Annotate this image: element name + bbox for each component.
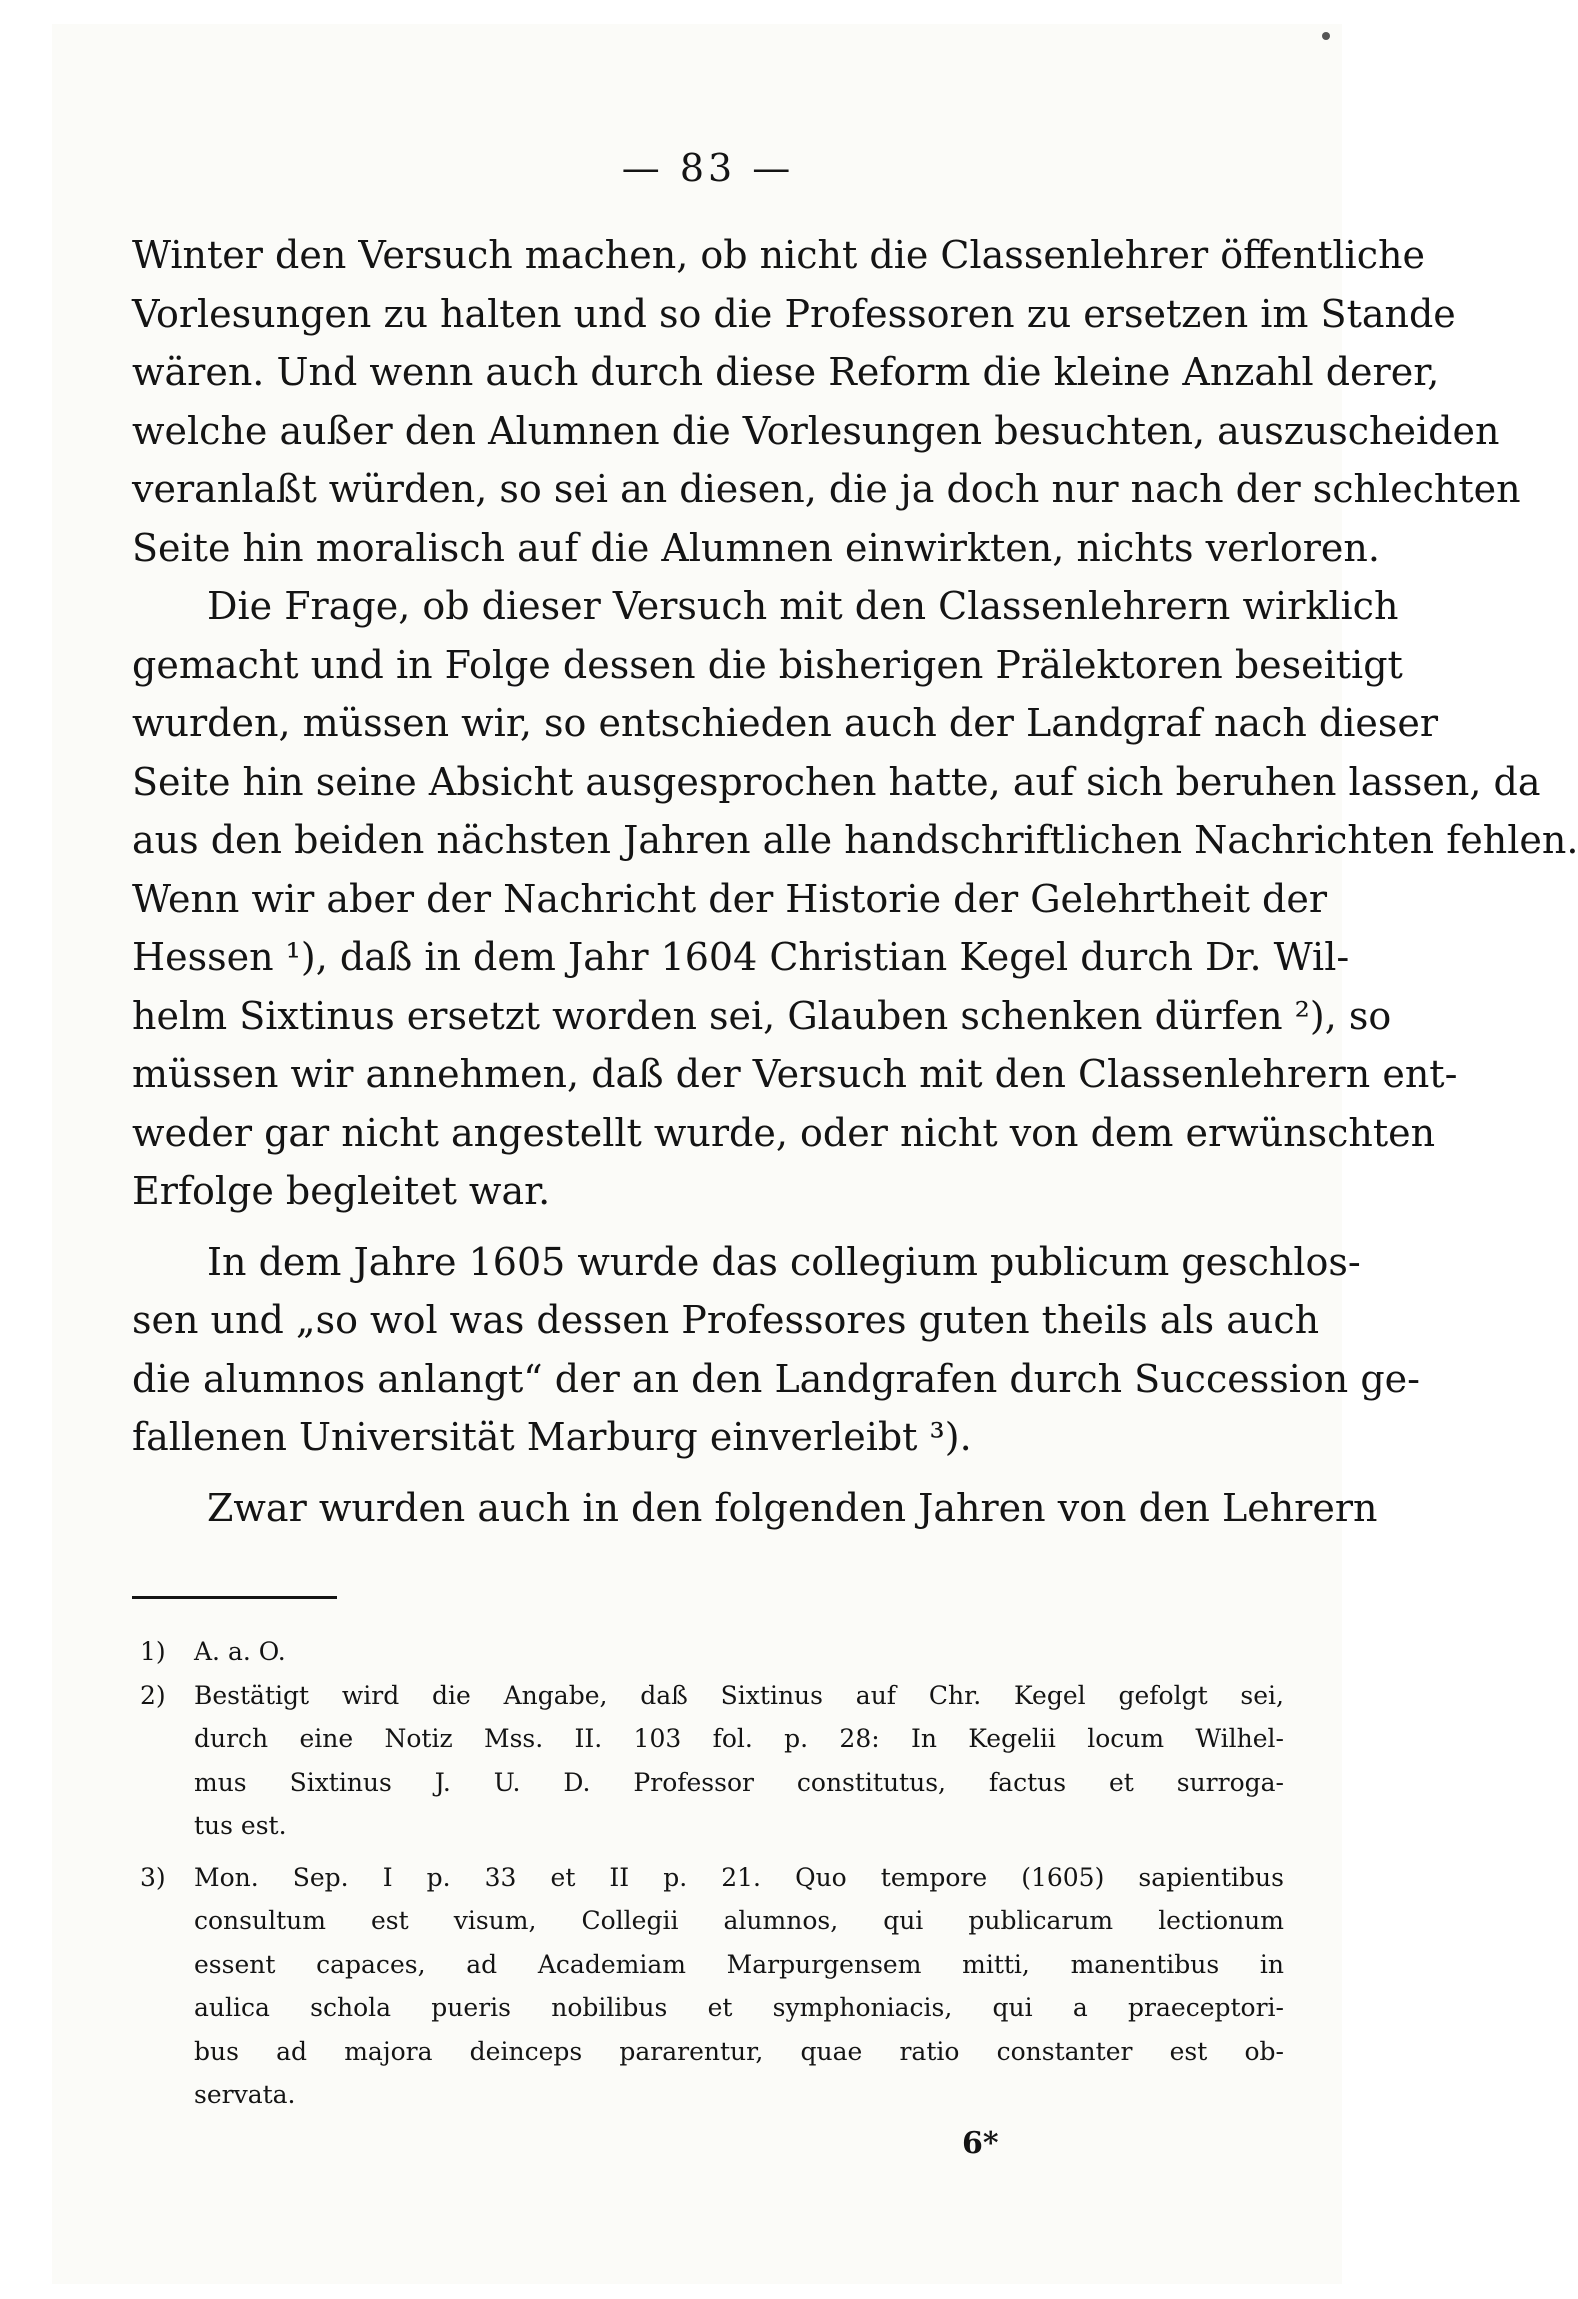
footnotes: [132, 1630, 1284, 2117]
body-line: welche außer den Alumnen die Vorlesungen besuchten, auszuscheiden: [132, 408, 1500, 453]
footnote-text: Bestätigt wird die Angabe, daß Sixtinus auf Chr. Kegel gefolgt sei,: [194, 1680, 1284, 1710]
body-line: veranlaßt würden, so sei an diesen, die ja doch nur nach der schlechten: [132, 467, 1521, 511]
signature-mark: 6*: [962, 2126, 999, 2161]
body-line: Erfolge begleitet war.: [132, 1169, 551, 1213]
body-line: Winter den Versuch machen, ob nicht die Classenlehrer öffentliche: [132, 233, 1425, 277]
footnote-line: tus est.: [194, 1811, 287, 1840]
book-page: [52, 24, 1578, 2284]
body-line: Seite hin moralisch auf die Alumnen einwirkten, nichts verloren.: [132, 525, 1380, 570]
footnote-text: Mon. Sep. I p. 33 et II p. 21. Quo tempore (1605) sapientibus: [194, 1862, 1284, 1892]
footnote-marker: 3): [140, 1862, 166, 1892]
body-text: [132, 226, 1578, 1537]
body-line: wurden, müssen wir, so entschieden auch der Landgraf nach dieser: [132, 701, 1439, 745]
body-line: weder gar nicht angestellt wurde, oder nicht von dem erwünschten: [132, 1110, 1436, 1155]
body-line: Vorlesungen zu halten und so die Professoren zu ersetzen im Stande: [132, 291, 1456, 336]
footnote-line: essent capaces, ad Academiam Marpurgensem mitti, manentibus in: [194, 1949, 1284, 1979]
body-line: helm Sixtinus ersetzt worden sei, Glauben schenken dürfen ²), so: [132, 993, 1392, 1038]
footnote-marker: 2): [140, 1680, 166, 1710]
body-line: Seite hin seine Absicht ausgesprochen hatte, auf sich beruhen lassen, da: [132, 759, 1541, 804]
footnote-line: bus ad majora deinceps pararentur, quae ratio constanter est ob-: [194, 2036, 1284, 2066]
footnote-line: consultum est visum, Collegii alumnos, qui publicarum lectionum: [194, 1906, 1284, 1935]
footnote-line: [132, 1856, 1284, 1900]
footnote-line: aulica schola pueris nobilibus et symphoniacis, qui a praeceptori-: [194, 1993, 1284, 2022]
body-line: fallenen Universität Marburg einverleibt ³).: [132, 1415, 972, 1459]
body-line: In dem Jahre 1605 wurde das collegium publicum geschlos-: [207, 1239, 1361, 1284]
page-speck: [1322, 32, 1330, 40]
body-line: die alumnos anlangt“ der an den Landgrafen durch Succession ge-: [132, 1356, 1420, 1401]
footnote-marker: 1): [140, 1637, 166, 1666]
body-line: Zwar wurden auch in den folgenden Jahren von den Lehrern: [207, 1485, 1378, 1530]
footnote-line: servata.: [194, 2080, 296, 2109]
body-line: Die Frage, ob dieser Versuch mit den Classenlehrern wirklich: [207, 584, 1399, 628]
body-line: Hessen ¹), daß in dem Jahr 1604 Christian Kegel durch Dr. Wil-: [132, 935, 1350, 979]
footnote-line: [132, 1674, 1284, 1718]
body-line: gemacht und in Folge dessen die bisherigen Prälektoren beseitigt: [132, 642, 1403, 687]
footnote-text: A. a. O.: [194, 1637, 286, 1666]
body-line: aus den beiden nächsten Jahren alle handschriftlichen Nachrichten fehlen.: [132, 818, 1578, 862]
body-line: Wenn wir aber der Nachricht der Historie der Gelehrtheit der: [132, 876, 1328, 921]
body-line: sen und „so wol was dessen Professores guten theils als auch: [132, 1298, 1320, 1342]
page-number: — 83 —: [621, 146, 795, 190]
footnote-line: durch eine Notiz Mss. II. 103 fol. p. 28: In Kegelii locum Wilhel-: [194, 1724, 1284, 1753]
footnote-line: mus Sixtinus J. U. D. Professor constitutus, factus et surroga-: [194, 1767, 1284, 1797]
footnote-divider: [132, 1596, 337, 1599]
body-line: müssen wir annehmen, daß der Versuch mit den Classenlehrern ent-: [132, 1052, 1458, 1096]
footnote-line: [132, 1630, 1284, 1674]
body-line: wären. Und wenn auch durch diese Reform die kleine Anzahl derer,: [132, 350, 1440, 394]
